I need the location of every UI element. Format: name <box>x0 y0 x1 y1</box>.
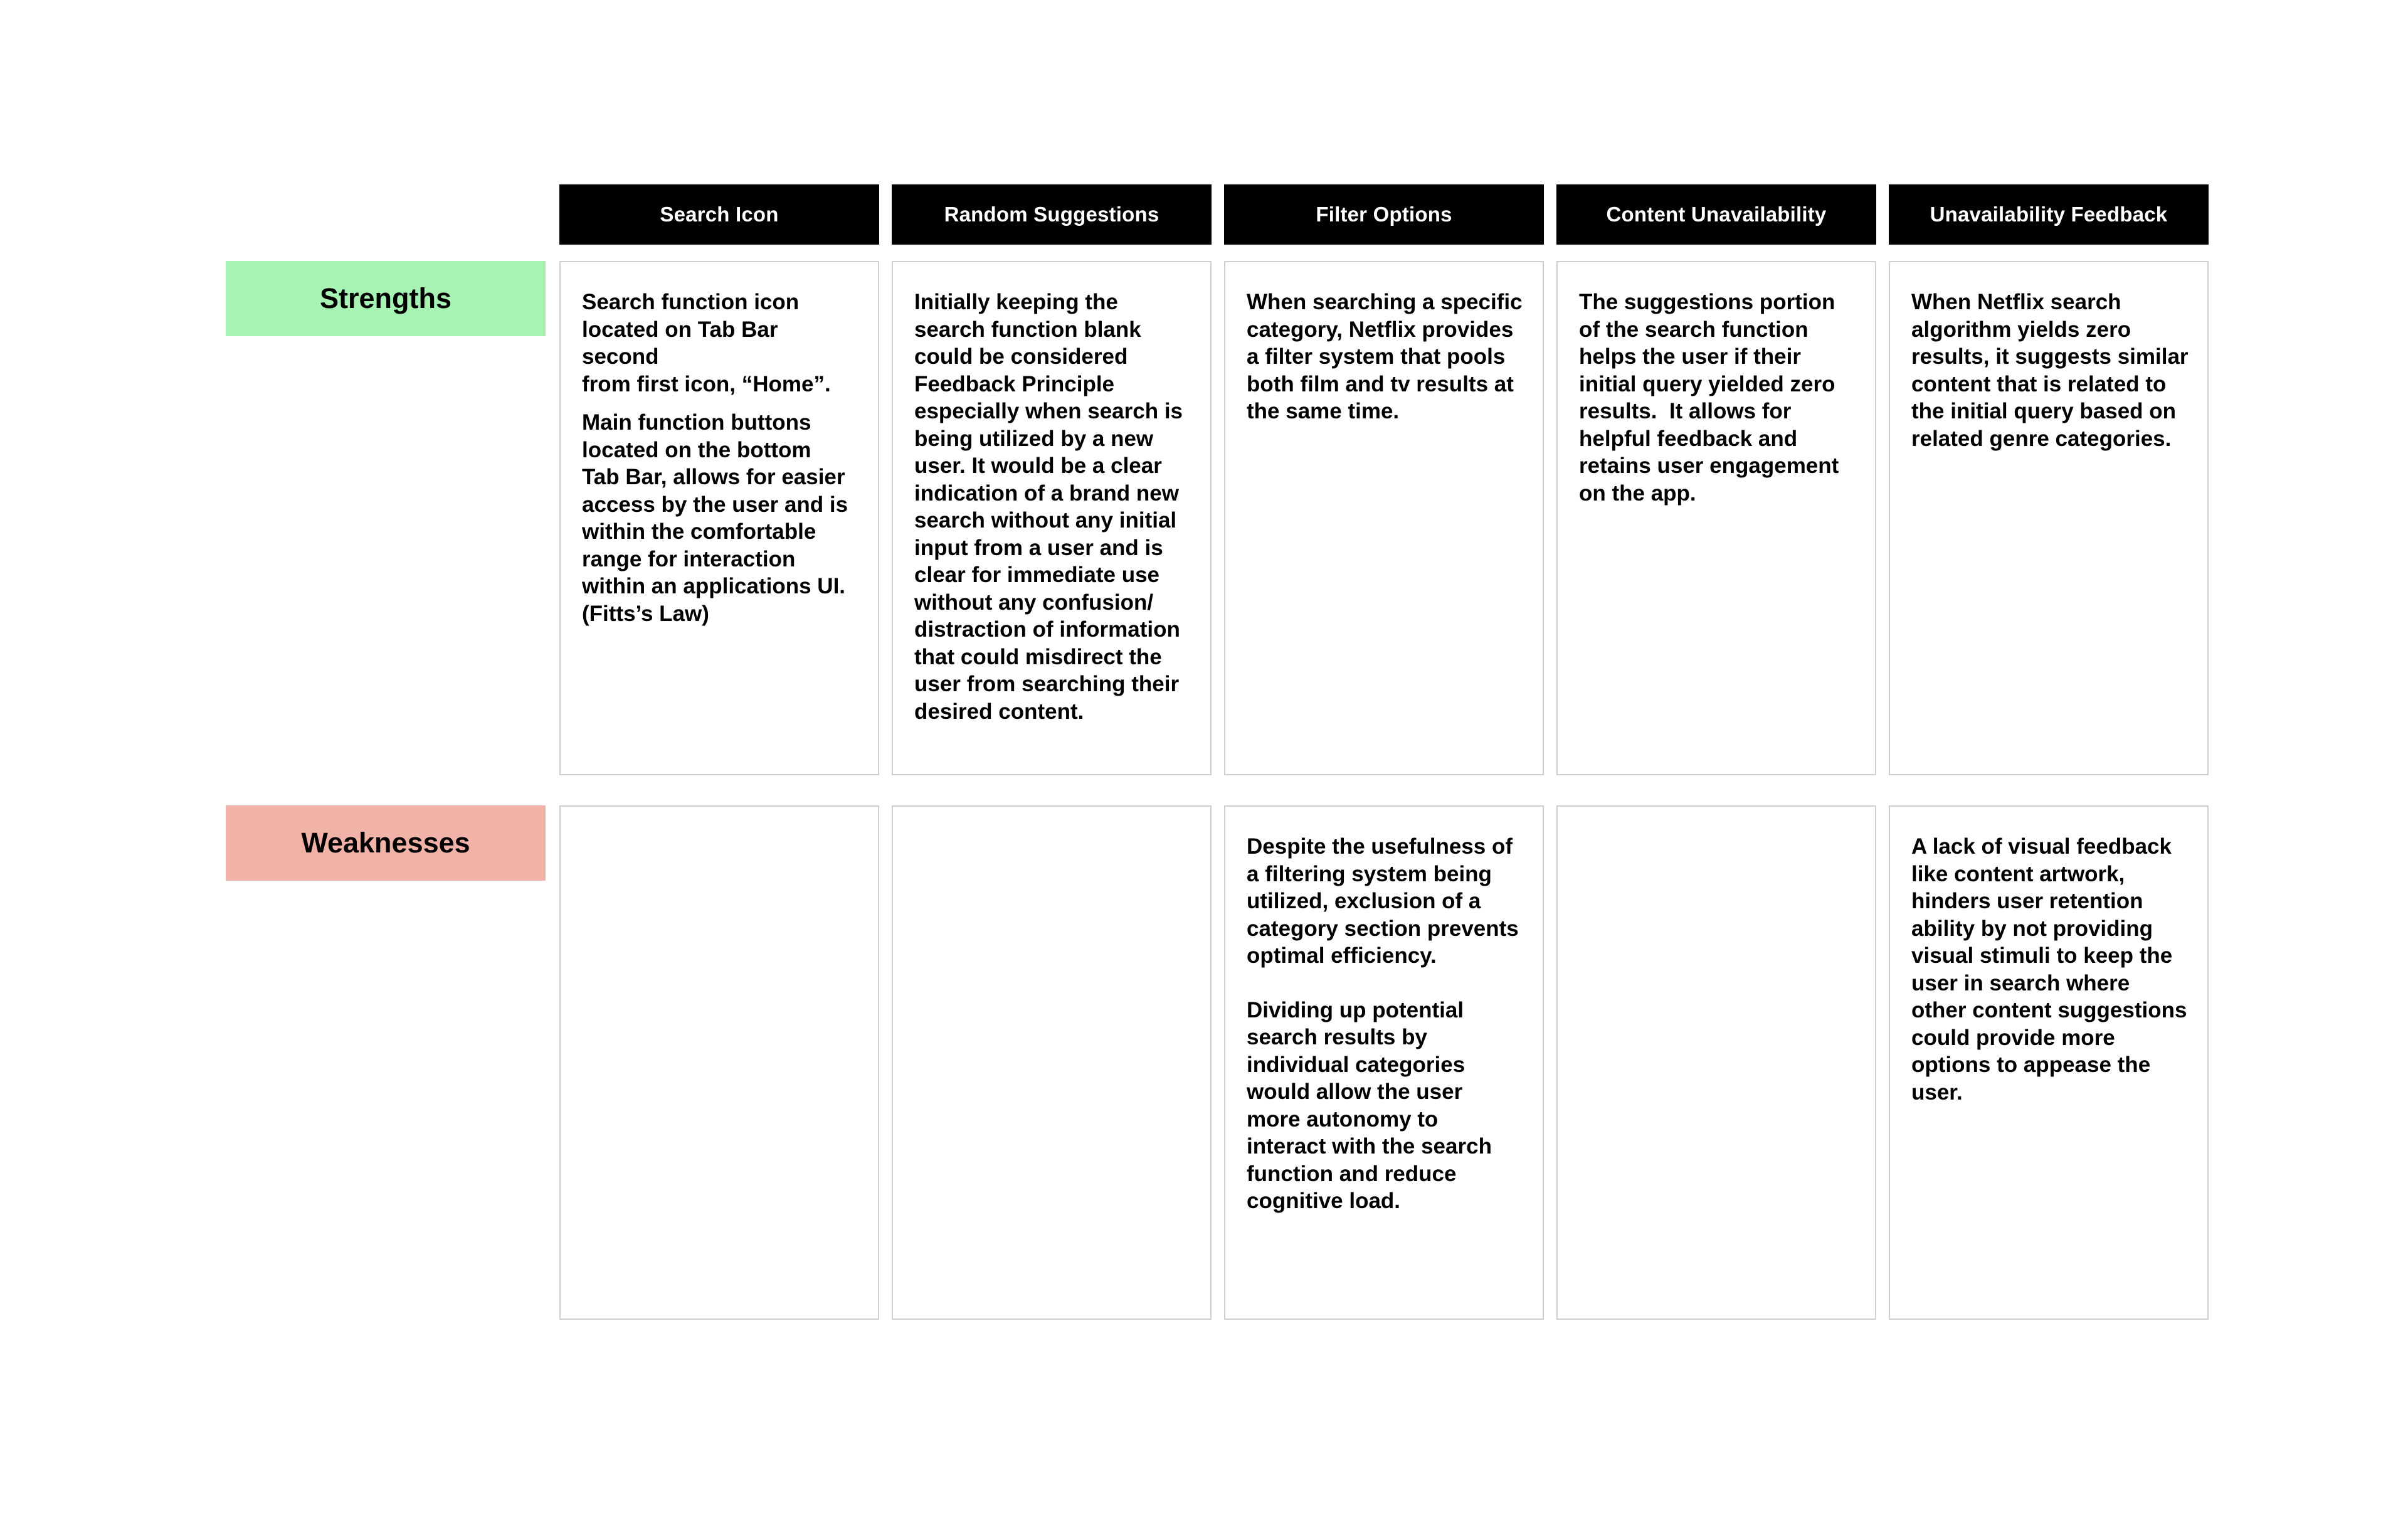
weakness-card-random-suggestions <box>892 805 1212 1320</box>
weakness-card-filter-options <box>1224 805 1544 1320</box>
weakness-card-search-icon <box>559 805 879 1320</box>
card-paragraph: Initially keeping the search function blank could be considered Feedback Principle especially when search is being utilized by a new user. It would be a clear indication of a brand new search without any initial input from a user and is clear for immediate use without any confusion/ distraction of information that could misdirect the user from searching their desired content. <box>914 290 1183 724</box>
card-paragraph: The suggestions portion of the search function helps the user if their initial query yielded zero results. It allows for helpful feedback and retains user engagement on the app. <box>1579 290 1839 506</box>
column-header-label: Random Suggestions <box>944 203 1159 226</box>
strength-card-filter-options <box>1224 261 1544 775</box>
card-paragraph: A lack of visual feedback like content artwork, hinders user retention ability by not providing visual stimuli to keep the user in search where other content suggestions could provide more options to appease the user. <box>1911 834 2187 1105</box>
row-label-weaknesses <box>226 805 546 881</box>
column-header-label: Filter Options <box>1316 203 1452 226</box>
weakness-card-unavailability-feedback <box>1889 805 2209 1320</box>
card-paragraph: When searching a specific category, Netflix provides a filter system that pools both film and tv results at the same time. <box>1247 290 1523 423</box>
row-label-strengths <box>226 261 546 336</box>
column-header-content-unavailability <box>1556 184 1876 245</box>
card-paragraph: When Netflix search algorithm yields zero results, it suggests similar content that is related to the initial query based on related genre categories. <box>1911 290 2189 451</box>
column-header-label: Unavailability Feedback <box>1930 203 2168 226</box>
row-label-text: Weaknesses <box>301 827 470 859</box>
row-label-text: Strengths <box>319 282 452 314</box>
strength-card-content-unavailability <box>1556 261 1876 775</box>
card-paragraph: Search function icon located on Tab Bar second from first icon, “Home”. <box>582 290 831 396</box>
strength-card-unavailability-feedback <box>1889 261 2209 775</box>
strength-card-random-suggestions <box>892 261 1212 775</box>
column-header-label: Content Unavailability <box>1606 203 1827 226</box>
card-paragraph: Despite the usefulness of a filtering system being utilized, exclusion of a category section prevents optimal efficiency. <box>1247 834 1519 968</box>
column-header-label: Search Icon <box>660 203 779 226</box>
column-header-filter-options <box>1224 184 1544 245</box>
strength-card-search-icon <box>559 261 879 775</box>
card-paragraph: Dividing up potential search results by individual categories would allow the user more autonomy to interact with the search function and reduce cognitive load. <box>1247 997 1492 1213</box>
weakness-card-content-unavailability <box>1556 805 1876 1320</box>
column-header-random-suggestions <box>892 184 1212 245</box>
card-paragraph: Main function buttons located on the bottom Tab Bar, allows for easier access by the user and is within the comfortable range for interaction within an applications UI. (Fitts’s Law) <box>582 410 848 626</box>
column-header-unavailability-feedback <box>1889 184 2209 245</box>
column-header-search-icon <box>559 184 879 245</box>
